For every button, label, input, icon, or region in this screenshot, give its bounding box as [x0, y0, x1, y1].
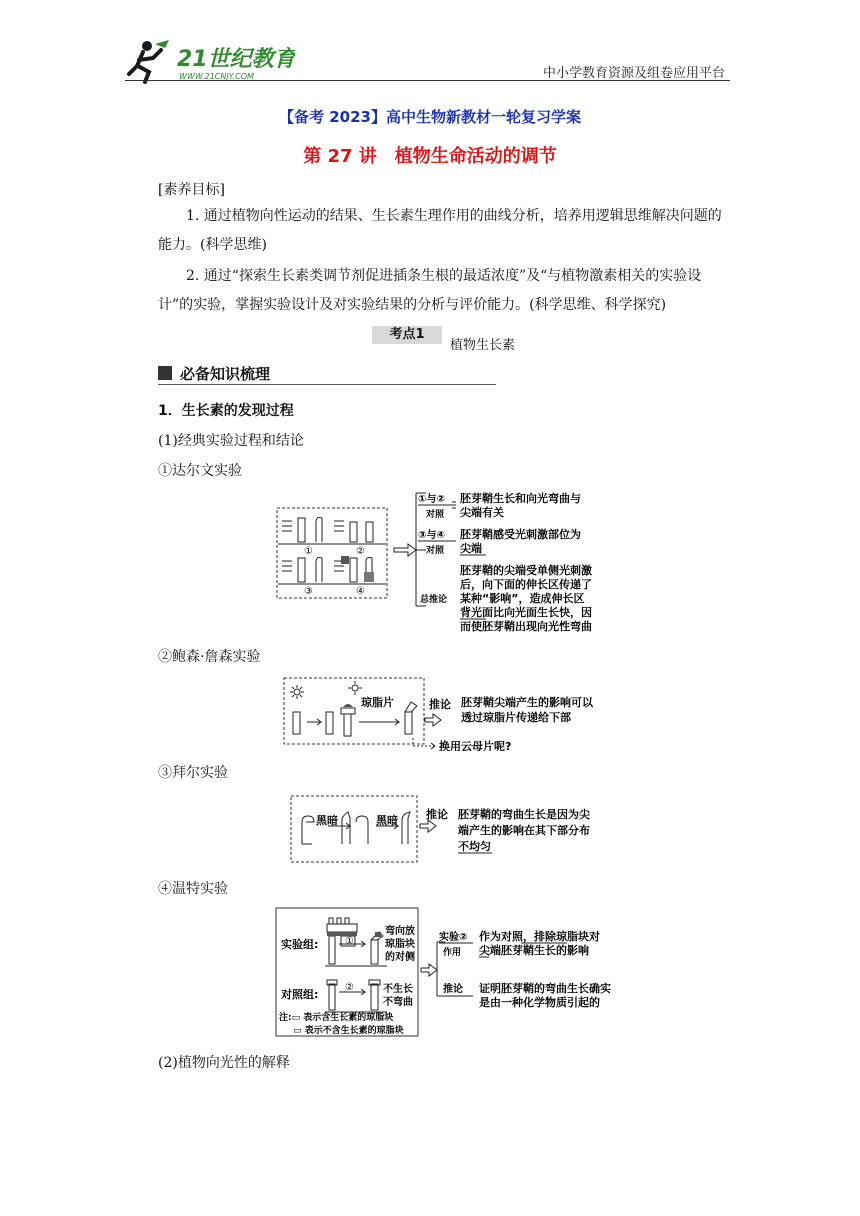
went-a-sub: 作用 — [443, 948, 462, 958]
item-2: (2)植物向光性的解释 — [158, 1055, 290, 1071]
paal-diagram — [290, 794, 620, 866]
went-b-label: 推论 — [443, 984, 463, 995]
went-num-1: ① — [345, 936, 354, 947]
darwin-num-4: ④ — [356, 586, 365, 597]
went-r1-line3: 的对侧 — [385, 952, 415, 963]
kaodian-name: 植物生长素 — [450, 338, 516, 353]
document-title: 【备考 2023】高中生物新教材一轮复习学案 — [279, 108, 581, 126]
logo-text: 21世纪教育 — [177, 47, 295, 72]
section-square-icon — [158, 366, 172, 380]
item-1a: (1)经典实验过程和结论 — [158, 433, 304, 449]
goals-heading: [素养目标] — [158, 182, 225, 198]
went-r1-line2: 琼脂块 — [385, 939, 415, 950]
runner-icon — [129, 40, 169, 82]
went-label: ④温特实验 — [158, 881, 228, 897]
goal-1: 1. 通过植物向性运动的结果、生长素生理作用的曲线分析，培养用逻辑思维解决问题的能力。(科学思维) — [158, 208, 722, 253]
paal-text2: 端产生的影响在其下部分布 — [458, 824, 590, 837]
logo-sub: WWW.21CNJY.COM — [179, 72, 254, 81]
went-ctrl-group: 对照组: — [281, 988, 319, 1001]
boysen-diagram — [283, 676, 613, 751]
darwin-c3-line2: 后，向下面的伸长区传递了 — [460, 578, 592, 591]
went-a-text1: 作为对照，排除琼脂块对 — [479, 930, 600, 943]
went-exp-group: 实验组: — [281, 938, 319, 951]
paal-dark1: 黑暗 — [316, 814, 338, 827]
darwin-c1-text2: 尖端有关 — [460, 506, 504, 519]
darwin-c1-sub: 对照 — [426, 510, 445, 520]
boysen-text1: 胚芽鞘尖端产生的影响可以 — [461, 696, 593, 709]
darwin-c3-line1: 胚芽鞘的尖端受单侧光刺激 — [460, 564, 592, 577]
went-b-text1: 证明胚芽鞘的弯曲生长确实 — [479, 982, 611, 995]
darwin-bracket — [416, 493, 426, 606]
darwin-c2-label: ③与④ — [418, 530, 445, 541]
darwin-c3-line4: 背光面比向光面生长快，因 — [460, 606, 592, 619]
section-title: 必备知识梳理 — [180, 365, 271, 383]
boysen-label: ②鲍森·詹森实验 — [158, 649, 261, 665]
went-note1: 注:▭ 表示含生长素的琼脂块 — [279, 1013, 394, 1023]
went-b-text2: 是由一种化学物质引起的 — [479, 996, 600, 1009]
paal-infer-label: 推论 — [426, 808, 448, 821]
darwin-arrow-icon — [394, 544, 416, 556]
lesson-title: 第 27 讲 植物生命活动的调节 — [303, 146, 557, 167]
darwin-c3-label: 总推论 — [420, 595, 448, 605]
went-num-2: ② — [345, 982, 354, 993]
darwin-num-1: ① — [304, 546, 313, 557]
darwin-c2-sub: 对照 — [426, 546, 445, 556]
boysen-text2: 透过琼脂片传递给下部 — [461, 711, 571, 724]
darwin-c1-text1: 胚芽鞘生长和向光弯曲与 — [460, 492, 581, 505]
paal-text3: 不均匀 — [458, 840, 491, 853]
paal-dark2: 黑暗 — [376, 814, 398, 827]
went-r2-line1: 不生长 — [383, 984, 413, 995]
darwin-c2-text2: 尖端 — [460, 542, 482, 555]
darwin-c2-text1: 胚芽鞘感受光刺激部位为 — [460, 528, 581, 541]
darwin-c3-line3: 某种“影响”，造成伸长区 — [460, 592, 585, 605]
site-logo — [125, 36, 295, 84]
darwin-num-2: ② — [356, 546, 365, 557]
darwin-label: ①达尔文实验 — [158, 463, 242, 479]
boysen-question: 换用云母片呢? — [439, 740, 512, 751]
darwin-diagram — [276, 488, 618, 638]
darwin-num-3: ③ — [304, 586, 313, 597]
header-divider — [125, 80, 730, 81]
paal-label: ③拜尔实验 — [158, 765, 228, 781]
went-note2: ▭ 表示不含生长素的琼脂块 — [293, 1026, 404, 1036]
darwin-c1-label: ①与② — [418, 494, 445, 505]
boysen-infer-label: 推论 — [429, 698, 451, 711]
paal-text1: 胚芽鞘的弯曲生长是因为尖 — [458, 808, 590, 821]
went-r2-line2: 不弯曲 — [383, 997, 413, 1008]
went-r1-line1: 弯向放 — [385, 926, 415, 937]
darwin-c3-line5: 而使胚芽鞘出现向光性弯曲 — [460, 620, 592, 633]
kaodian-label: 考点1 — [372, 326, 442, 344]
went-a-label: 实验② — [439, 932, 468, 943]
header-right-text: 中小学教育资源及组卷应用平台 — [542, 66, 725, 81]
item-1: 1．生长素的发现过程 — [158, 403, 294, 419]
goal-2: 2. 通过“探索生长素类调节剂促进插条生根的最适浓度”及“与植物激素相关的实验设计”的实验，掌握实验设计及对实验结果的分析与评价能力。(科学思维、科学探究) — [158, 268, 702, 313]
boysen-agar-label: 琼脂片 — [361, 696, 394, 709]
went-diagram — [275, 906, 620, 1040]
went-a-text2: 尖端胚芽鞘生长的影响 — [479, 944, 589, 957]
section-underline — [158, 384, 496, 385]
